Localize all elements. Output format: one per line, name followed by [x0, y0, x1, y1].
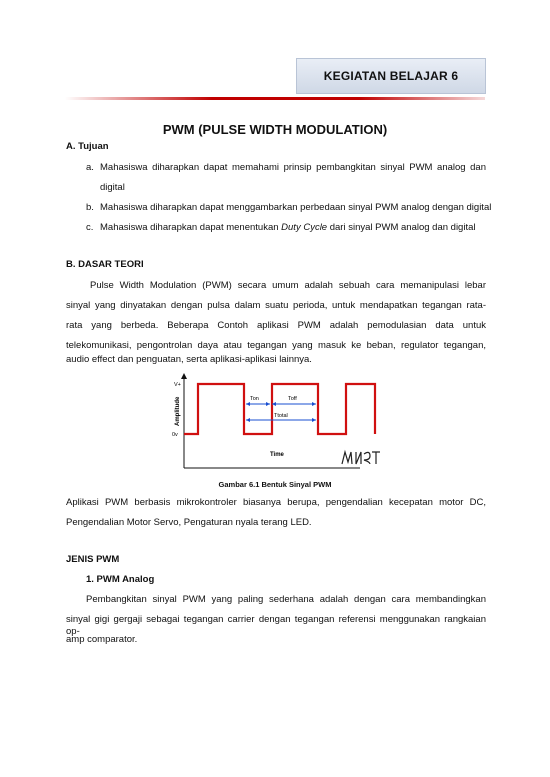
duty-cycle-term: Duty Cycle: [281, 222, 328, 233]
jenis-pwm-heading: JENIS PWM: [66, 554, 120, 565]
paragraph-line: sinyal gigi gergaji sebagai tegangan carrier dengan tegangan referensi menggunakan rangkaian op-: [66, 614, 486, 637]
pwm-square-wave: [184, 384, 375, 434]
page-title: PWM (PULSE WIDTH MODULATION): [162, 122, 388, 137]
paragraph-line: Pembangkitan sinyal PWM yang paling sederhana adalah dengan cara membandingkan: [86, 594, 486, 605]
paragraph-line: sinyal yang dinyatakan dengan pulsa dalam suatu perioda, untuk mendapatkan tegangan rata-: [66, 300, 486, 311]
figure-caption: Gambar 6.1 Bentuk Sinyal PWM: [218, 480, 332, 489]
list-item-text: Mahasiswa diharapkan dapat menentukan: [100, 222, 282, 233]
list-item: Mahasiswa diharapkan dapat memahami prinsip pembangkitan sinyal PWM analog dan: [100, 162, 486, 173]
header-divider: [65, 97, 485, 100]
paragraph-line: Pulse Width Modulation (PWM) secara umum adalah sebuah cara memanipulasi lebar: [90, 280, 486, 291]
paragraph-line: amp comparator.: [66, 634, 138, 645]
paragraph-line: Pengendalian Motor Servo, Pengaturan nyala terang LED.: [66, 517, 312, 528]
pwm-analog-heading: 1. PWM Analog: [86, 574, 155, 585]
pwm-waveform-figure: [170, 372, 382, 472]
list-item-continued: digital: [100, 182, 125, 193]
list-marker: a.: [86, 162, 94, 173]
section-b-heading: B. DASAR TEORI: [66, 259, 144, 270]
ton-arrow-head: [266, 402, 270, 406]
vcc-label: V+: [174, 382, 181, 388]
list-item: Mahasiswa diharapkan dapat menggambarkan perbedaan sinyal PWM analog dengan digital: [100, 202, 492, 213]
paragraph-line: rata yang berbeda. Beberapa Contoh aplikasi PWM adalah pemodulasian data untuk: [66, 320, 486, 331]
section-badge: [296, 58, 486, 94]
x-axis-label: Time: [270, 452, 284, 458]
list-marker: b.: [86, 202, 94, 213]
signature-mark: [342, 452, 380, 464]
ttotal-label: Ttotal: [274, 413, 288, 419]
toff-arrow-head: [312, 402, 316, 406]
zero-label: 0v: [172, 432, 178, 438]
list-item-text: dari sinyal PWM analog dan digital: [327, 222, 476, 233]
ton-label: Ton: [250, 396, 259, 402]
y-axis-arrow: [181, 373, 187, 379]
paragraph-line: Aplikasi PWM berbasis mikrokontroler biasanya berupa, pengendalian kecepatan motor DC,: [66, 497, 486, 508]
ttotal-arrow-head: [312, 418, 316, 422]
paragraph-line: audio effect dan penguatan, serta aplikasi-aplikasi lainnya.: [66, 354, 312, 365]
ton-arrow-head: [246, 402, 250, 406]
badge-label: KEGIATAN BELAJAR 6: [323, 69, 459, 83]
list-marker: c.: [86, 222, 94, 233]
toff-label: Toff: [288, 396, 297, 402]
ttotal-arrow-head: [246, 418, 250, 422]
paragraph-line: telekomunikasi, pengontrolan daya atau tegangan yang masuk ke beban, regulator tegangan,: [66, 340, 486, 351]
section-a-heading: A. Tujuan: [66, 141, 109, 152]
list-item: [100, 222, 475, 234]
y-axis-label: Amplitude: [175, 396, 181, 426]
